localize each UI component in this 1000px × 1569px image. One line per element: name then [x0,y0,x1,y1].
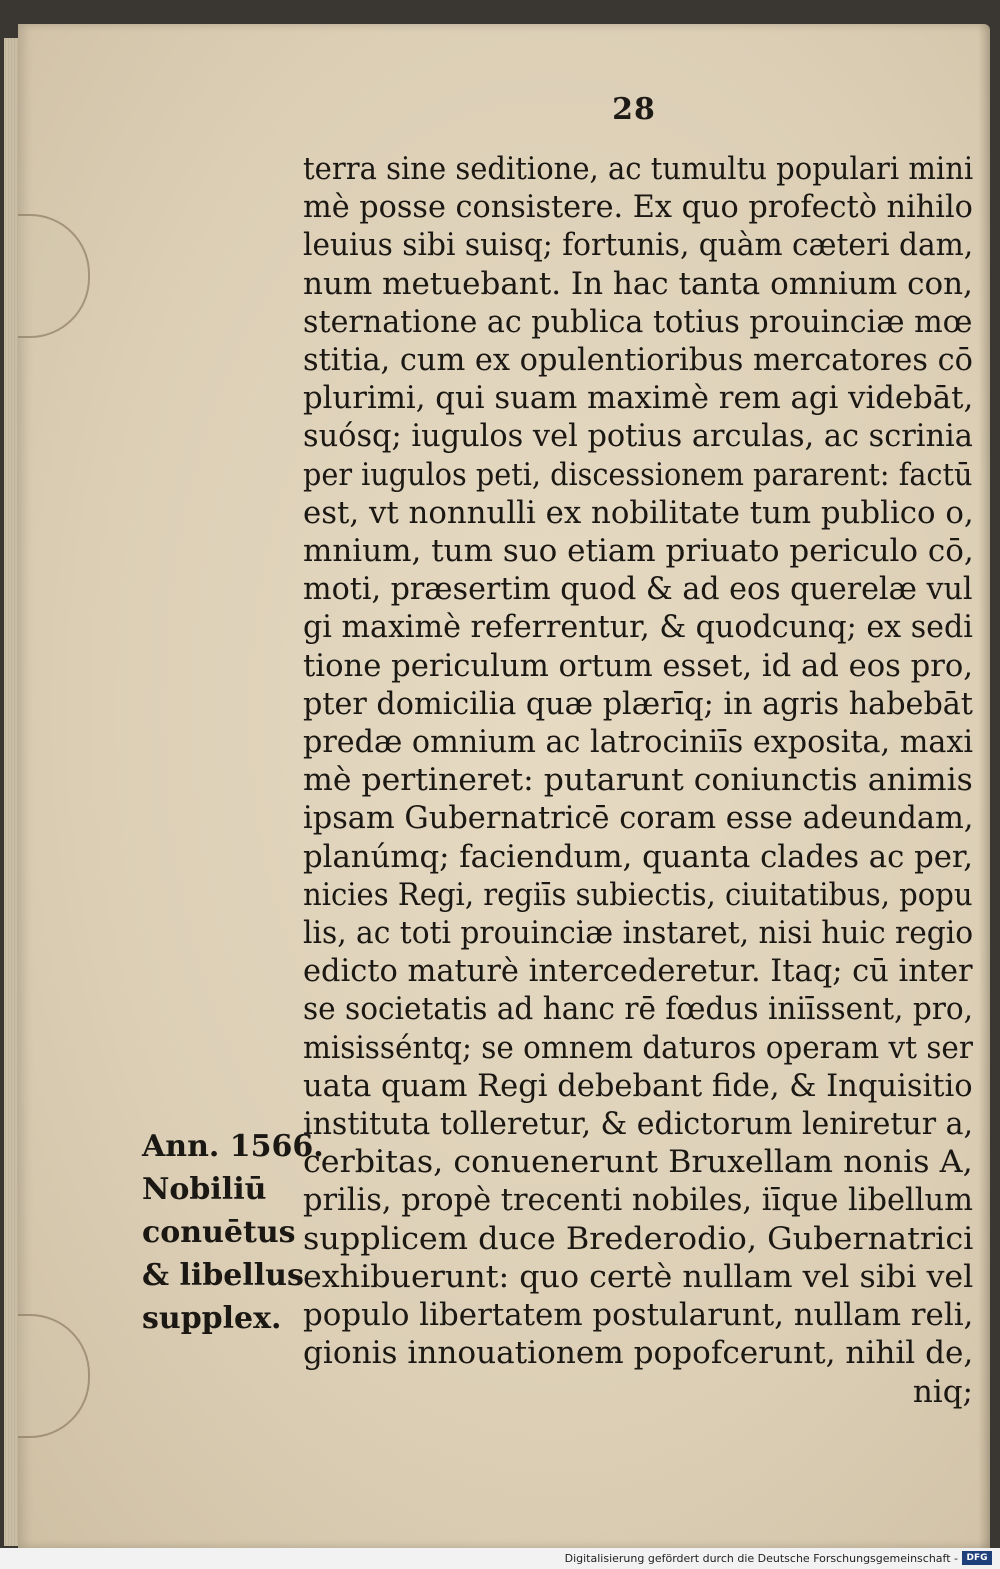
text-line: exhibuerunt: quo certè nullam vel sibi vel [303,1258,974,1295]
text-line: edicto maturè intercederetur. Itaq; cū inter [303,953,973,990]
text-line: num metuebant. In hac tanta omnium con, [303,265,973,302]
text-line: stitia, cum ex opulentioribus mercatores cō [303,342,973,379]
text-line: mè posse consistere. Ex quo profectò nihilo [303,189,973,226]
text-line: sternatione ac publica totius prouinciæ mœ [303,303,973,340]
text-line: mnium, tum suo etiam priuato periculo cō, [303,533,974,570]
text-line: gi maximè referrentur, & quodcunq; ex sedi [303,609,973,646]
clasp-impression-bottom [18,1314,90,1438]
page-number: 28 [612,92,656,127]
text-line: moti, præsertim quod & ad eos querelæ vul [303,571,973,608]
dfg-logo: DFG [962,1551,992,1565]
margin-note-line: conuētus [142,1215,296,1250]
text-line: prilis, propè trecenti nobiles, iīque libellum [303,1182,973,1219]
text-line: lis, ac toti prouinciæ instaret, nisi huic regio [303,915,974,952]
margin-note-line: Nobiliū [142,1172,267,1207]
text-line: tione periculum ortum esset, id ad eos pro, [303,647,974,684]
catchword: niq; [912,1373,973,1410]
text-line: suósq; iugulos vel potius arculas, ac scrinia [303,418,973,455]
text-line: se societatis ad hanc rē fœdus iniīssent, pro, [303,991,974,1028]
body-text [303,150,973,1411]
funding-credit: Digitalisierung gefördert durch die Deutsche Forschungsgemeinschaft - [564,1552,958,1565]
text-line: mè pertineret: putarunt coniunctis animis [303,762,973,799]
text-line: supplicem duce Brederodio, Gubernatrici [303,1220,974,1257]
text-line: misisséntq; se omnem daturos operam vt ser [303,1029,973,1066]
text-line: pter domicilia quæ plærīq; in agris habebāt [303,685,973,722]
text-line: nicies Regi, regiīs subiectis, ciuitatibus, popu [303,876,973,913]
text-line: predæ omnium ac latrociniīs exposita, maxi [303,724,974,761]
text-line: instituta tolleretur, & edictorum leniretur a, [303,1106,974,1143]
margin-note-line: Ann. 1566. [142,1129,324,1164]
text-line: plurimi, qui suam maximè rem agi videbāt, [303,380,974,417]
text-line: cerbitas, conuenerunt Bruxellam nonis A, [303,1144,973,1181]
text-line: planúmq; faciendum, quanta clades ac per, [303,838,974,875]
text-line: est, vt nonnulli ex nobilitate tum publico o, [303,494,974,531]
margin-note-line: & libellus [142,1258,304,1293]
margin-note [142,1125,324,1340]
text-line: per iugulos peti, discessionem pararent: factū [303,456,973,493]
text-line: terra sine seditione, ac tumultu populari mini [303,151,974,187]
margin-note-line: supplex. [142,1301,282,1336]
text-line: populo libertatem postularunt, nullam reli, [303,1297,974,1334]
text-line: leuius sibi suisq; fortunis, quàm cæteri dam, [303,227,974,264]
text-line: gionis innouationem popofcerunt, nihil de, [303,1335,974,1372]
clasp-impression-top [18,214,90,338]
text-line: uata quam Regi debebant fide, & Inquisitio [303,1067,973,1104]
text-line: ipsam Gubernatricē coram esse adeundam, [303,800,974,837]
